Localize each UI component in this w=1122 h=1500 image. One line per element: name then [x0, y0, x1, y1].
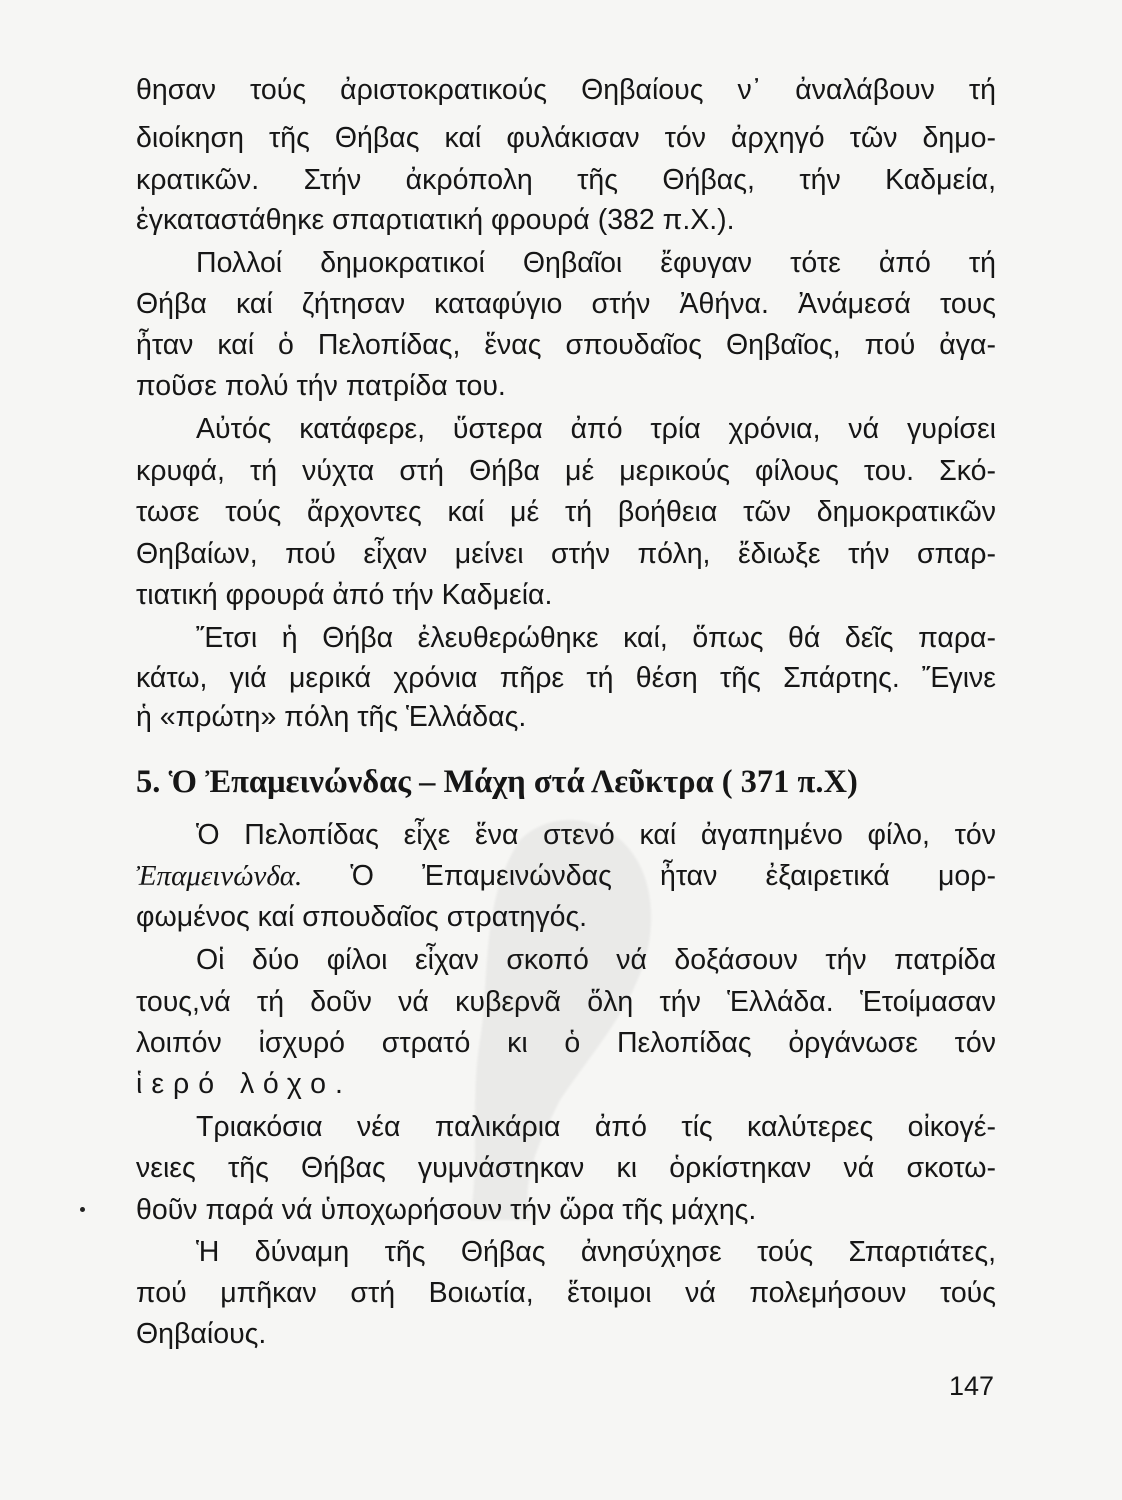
text-line: κρατικῶν. Στήν ἀκρόπολη τῆς Θήβας, τήν Καδμεία,: [136, 164, 996, 196]
text-line: Ἡ δύναμη τῆς Θήβας ἀνησύχησε τούς Σπαρτιάτες,: [196, 1236, 996, 1268]
text-line: θησαν τούς ἀριστοκρατικούς Θηβαίους ν᾽ ἀναλάβουν τή: [136, 74, 996, 106]
text-line-sacred-band: ἱερό λόχο.: [136, 1068, 352, 1100]
text-line: ἦταν καί ὁ Πελοπίδας, ἕνας σπουδαῖος Θηβαῖος, πού ἀγα-: [136, 329, 996, 361]
text-line: Θήβα καί ζήτησαν καταφύγιο στήν Ἀθήνα. Ἀνάμεσά τους: [136, 288, 996, 320]
text-line: κρυφά, τή νύχτα στή Θήβα μέ μερικούς φίλους του. Σκό-: [136, 455, 996, 487]
text-line: Θηβαίων, πού εἶχαν μείνει στήν πόλη, ἔδιωξε τήν σπαρ-: [136, 538, 996, 570]
text-line: φωμένος καί σπουδαῖος στρατηγός.: [136, 901, 588, 933]
text-line: νειες τῆς Θήβας γυμνάστηκαν κι ὁρκίστηκαν νά σκοτω-: [136, 1152, 996, 1184]
text-line: Οἱ δύο φίλοι εἶχαν σκοπό νά δοξάσουν τήν πατρίδα: [196, 944, 996, 976]
text-line: πού μπῆκαν στή Βοιωτία, ἕτοιμοι νά πολεμήσουν τούς: [136, 1277, 996, 1309]
text-line: ποῦσε πολύ τήν πατρίδα του.: [136, 370, 506, 402]
text-line: Τριακόσια νέα παλικάρια ἀπό τίς καλύτερες οἰκογέ-: [196, 1111, 996, 1143]
page-number: 147: [948, 1371, 994, 1401]
text-line: τωσε τούς ἄρχοντες καί μέ τή βοήθεια τῶν δημοκρατικῶν: [136, 496, 996, 528]
text-line: Πολλοί δημοκρατικοί Θηβαῖοι ἔφυγαν τότε ἀπό τή: [196, 247, 996, 279]
text-line: διοίκηση τῆς Θήβας καί φυλάκισαν τόν ἀρχηγό τῶν δημο-: [136, 122, 996, 154]
text-line: λοιπόν ἰσχυρό στρατό κι ὁ Πελοπίδας ὀργάνωσε τόν: [136, 1027, 996, 1059]
text-line: τους,νά τή δοῦν νά κυβερνᾶ ὅλη τήν Ἑλλάδα. Ἑτοίμασαν: [136, 986, 996, 1018]
text-line: τιατική φρουρά ἀπό τήν Καδμεία.: [136, 579, 553, 611]
section-heading: 5. Ὁ Ἐπαμεινώνδας – Μάχη στά Λεῦκτρα ( 371 π.Χ): [136, 764, 858, 800]
text-line: Ὁ Πελοπίδας εἶχε ἕνα στενό καί ἀγαπημένο φίλο, τόν: [196, 819, 996, 851]
text-line: Αὐτός κατάφερε, ὕστερα ἀπό τρία χρόνια, νά γυρίσει: [196, 413, 996, 445]
text-line-continuation: Ὁ Ἐπαμεινώνδας ἦταν ἐξαιρετικά μορ-: [350, 860, 996, 892]
text-line: Ἔτσι ἡ Θήβα ἐλευθερώθηκε καί, ὅπως θά δεῖς παρα-: [196, 622, 996, 654]
text-line: κάτω, γιά μερικά χρόνια πῆρε τή θέση τῆς Σπάρτης. Ἔγινε: [136, 662, 996, 694]
text-line: ἐγκαταστάθηκε σπαρτιατική φρουρά (382 π.Χ.).: [136, 204, 735, 236]
speck: [80, 1207, 85, 1212]
text-line: ἡ «πρώτη» πόλη τῆς Ἑλλάδας.: [136, 701, 527, 733]
name-epameinondas: Ἐπαμεινώνδα.: [136, 860, 303, 892]
text-line: Θηβαίους.: [136, 1318, 267, 1350]
text-line: θοῦν παρά νά ὑποχωρήσουν τήν ὥρα τῆς μάχης.: [136, 1194, 757, 1226]
text-line: [136, 856, 996, 896]
